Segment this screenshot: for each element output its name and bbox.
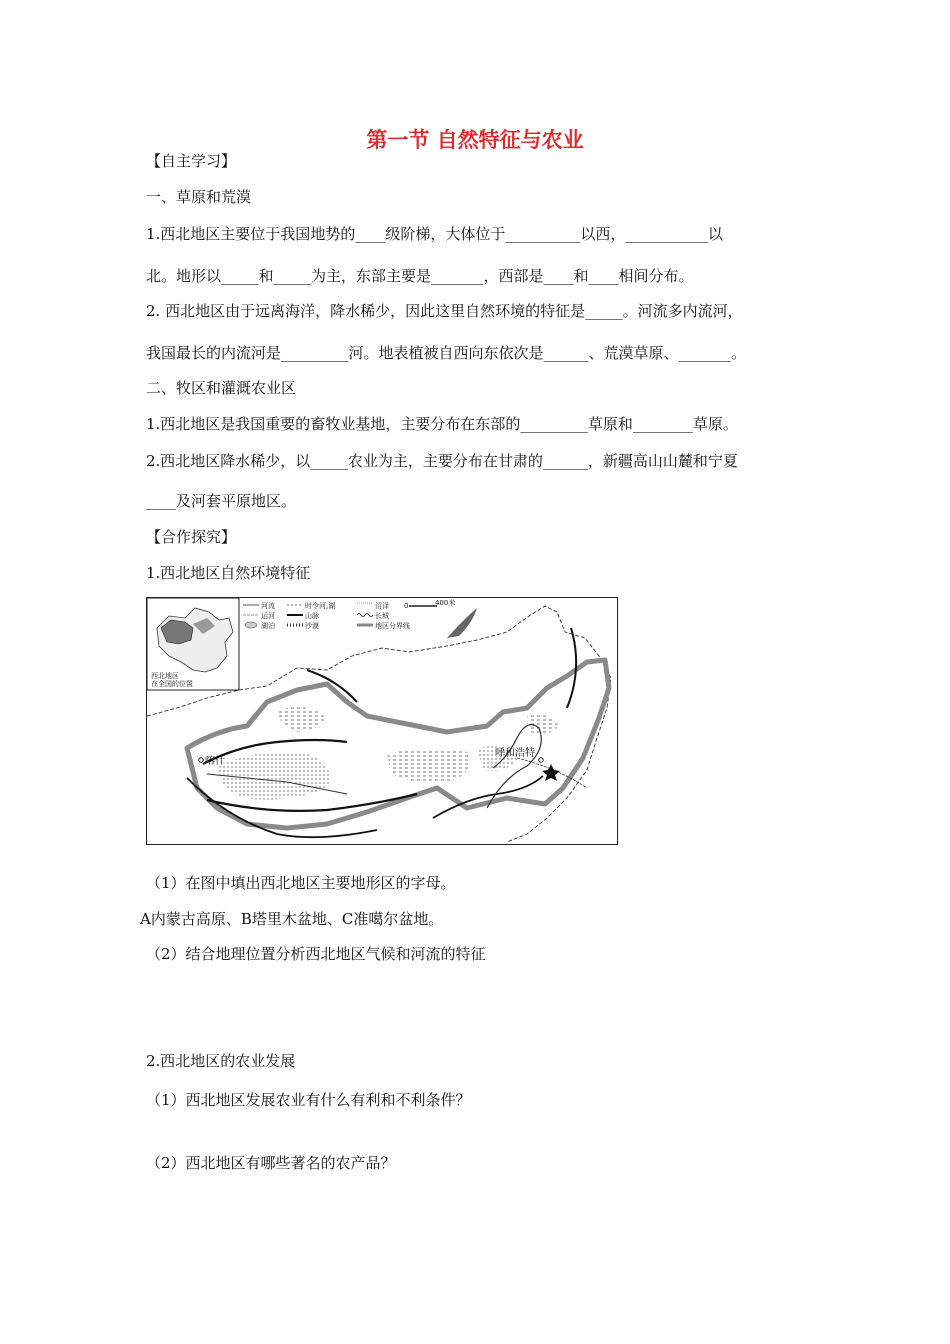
subheading-grassland-desert: 一、草原和荒漠 xyxy=(146,188,252,206)
legend-lake: 湖泊 xyxy=(261,622,275,630)
inset-map xyxy=(147,598,239,690)
legend-canal: 运河 xyxy=(261,612,275,620)
explore-2-heading: 2.西北地区的农业发展 xyxy=(146,1052,296,1070)
badain-jaran-desert xyxy=(387,748,470,782)
question-4-line-2: ____及河套平原地区。 xyxy=(146,492,297,510)
map-legend xyxy=(243,598,455,630)
inset-label-line-2: 在全国的位置 xyxy=(151,680,193,688)
inset-label-line-1: 西北地区 xyxy=(151,672,179,680)
explore-2-question-2: （2）西北地区有哪些著名的农产品？ xyxy=(146,1154,396,1172)
question-3: 1.西北地区是我国重要的畜牧业基地，主要分布在东部的_________草原和________草原。 xyxy=(146,415,738,433)
legend-mountain: 山脉 xyxy=(305,612,319,620)
region-boundary xyxy=(187,660,609,828)
taklimakan-desert xyxy=(217,753,330,800)
legend-scale-zero: 0 xyxy=(404,602,409,610)
legend-scale: 400米 xyxy=(435,599,456,607)
explore-2-question-1: （1）西北地区发展农业有什么有利和不利条件？ xyxy=(146,1091,471,1109)
lake-baikal xyxy=(447,608,477,638)
question-1-line-2: 北。地形以_____和_____为主，东部主要是_______，西部是____和____相间分布。 xyxy=(146,267,694,285)
legend-river: 河流 xyxy=(261,602,275,610)
question-2-line-2: 我国最长的内流河是_________河。地表植被自西向东依次是______、荒漠草原、_______。 xyxy=(146,344,747,362)
city-hohhot: 呼和浩特 xyxy=(495,748,535,759)
section-cooperative-inquiry: 【合作探究】 xyxy=(146,528,237,546)
hohhot-marker xyxy=(539,758,543,762)
northwest-region-map xyxy=(146,597,618,845)
gurbantunggut-desert xyxy=(277,707,327,732)
page-title: 第一节 自然特征与农业 xyxy=(366,128,584,152)
legend-swamp: 沼泽 xyxy=(375,602,389,610)
question-1-line-1: 1.西北地区主要位于我国地势的____级阶梯，大体位于__________以西，___________以 xyxy=(146,225,723,243)
question-4-line-1: 2.西北地区降水稀少，以_____农业为主，主要分布在甘肃的______，新疆高山山麓和宁夏 xyxy=(146,452,738,470)
legend-desert: 沙漠 xyxy=(305,622,319,630)
legend-seasonal-river: 时令河,湖 xyxy=(305,602,336,610)
explore-1-question-2: （2）结合地理位置分析西北地区气候和河流的特征 xyxy=(146,945,486,963)
kashgar-marker xyxy=(199,758,203,762)
legend-region-boundary: 地区分界线 xyxy=(375,622,410,630)
yellow-river xyxy=(487,725,541,808)
explore-1-question-1: （1）在图中填出西北地区主要地形区的字母。 xyxy=(146,874,456,892)
explore-1-options: A内蒙古高原、B塔里木盆地、C准噶尔盆地。 xyxy=(140,910,444,928)
city-kashgar: 喀什 xyxy=(205,756,225,767)
kunlun-mountains xyxy=(207,794,417,811)
subheading-pasture-irrigation: 二、牧区和灌溉农业区 xyxy=(146,379,297,397)
legend-great-wall: 长城 xyxy=(375,612,389,620)
explore-1-heading: 1.西北地区自然环境特征 xyxy=(146,564,311,582)
question-2-line-1: 2. 西北地区由于远离海洋，降水稀少，因此这里自然环境的特征是_____。河流多内流河， xyxy=(146,302,743,320)
section-self-study: 【自主学习】 xyxy=(146,152,237,170)
